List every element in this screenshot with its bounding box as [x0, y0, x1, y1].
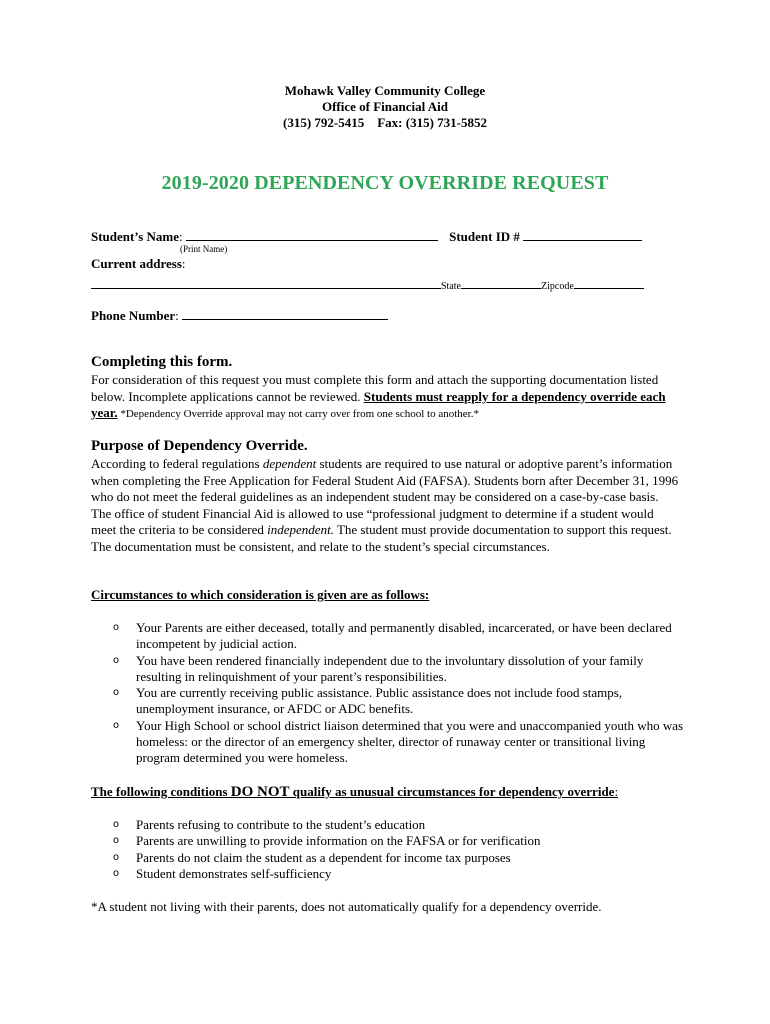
- purpose-text-3: The student must provide documentation to support this request. The documentation must be consistent, and relate to the student’s special circumstances.: [91, 522, 672, 554]
- independent-term: independent.: [267, 522, 334, 537]
- purpose-paragraph: [91, 456, 681, 555]
- student-id-field[interactable]: [523, 228, 642, 241]
- list-item: [91, 718, 691, 767]
- list-item-text: Student demonstrates self-sufficiency: [136, 865, 332, 881]
- contact-line: (315) 792-5415 Fax: (315) 731-5852: [283, 115, 487, 130]
- not-qualify-heading-a: The following conditions: [91, 784, 231, 799]
- bullet-icon: o: [113, 719, 120, 731]
- current-address-colon: :: [181, 256, 186, 271]
- phone-label: Phone Number: [91, 308, 176, 323]
- state-label: State: [441, 281, 461, 292]
- student-name-row: [91, 228, 642, 245]
- list-item-text: Parents are unwilling to provide information on the FAFSA or for verification: [136, 833, 541, 849]
- student-name-colon: :: [179, 229, 183, 244]
- do-not-emphasis: DO NOT: [230, 784, 290, 800]
- address-field[interactable]: [91, 276, 441, 289]
- bullet-icon: o: [113, 654, 120, 666]
- not-qualify-colon: :: [614, 784, 619, 799]
- print-name-hint: (Print Name): [180, 244, 228, 254]
- student-id-label: Student ID #: [449, 229, 520, 244]
- completing-paragraph: [91, 372, 666, 423]
- bullet-icon: o: [113, 867, 120, 879]
- override-note: *Dependency Override approval may not carry over from one school to another.*: [117, 408, 479, 420]
- list-item: [91, 620, 691, 653]
- list-item-text: Parents refusing to contribute to the student’s education: [136, 817, 426, 832]
- state-field[interactable]: [461, 276, 541, 289]
- college-name: Mohawk Valley Community College: [284, 83, 486, 98]
- bullet-icon: o: [113, 835, 120, 847]
- circumstances-heading: Circumstances to which consideration is given are as follows:: [91, 587, 430, 602]
- footnote: *A student not living with their parents, does not automatically qualify for a dependency override.: [91, 899, 602, 914]
- student-name-label: Student’s Name: [91, 229, 179, 244]
- list-item-text: Parents do not claim the student as a dependent for income tax purposes: [136, 849, 511, 865]
- list-item: [91, 817, 691, 833]
- completing-heading: Completing this form.: [91, 354, 233, 370]
- bullet-icon: o: [113, 622, 120, 633]
- college-header: [0, 83, 770, 131]
- purpose-text-1: According to federal regulations: [91, 456, 263, 471]
- zipcode-label: Zipcode: [541, 281, 574, 292]
- phone-field[interactable]: [182, 307, 388, 320]
- list-item-text: Your High School or school district liaison determined that you were and unaccompanied youth who was homeless: or the director of an emergency shelter, director of runaway center or transitional living program determined you were homeless.: [136, 717, 684, 766]
- not-qualify-heading-c: qualify as unusual circumstances for dependency override: [289, 784, 615, 799]
- dependent-term: dependent: [262, 456, 317, 471]
- reapply-emphasis: Students must reapply for a dependency override each year.: [91, 388, 666, 420]
- list-item: [91, 833, 691, 849]
- list-item: [91, 685, 691, 718]
- list-item-text: Your Parents are either deceased, totally and permanently disabled, incarcerated, or have been declared incompetent by judicial action.: [136, 620, 672, 652]
- completing-text: For consideration of this request you must complete this form and attach the supporting documentation listed below. Incomplete applications cannot be reviewed.: [91, 372, 659, 404]
- list-item: [91, 866, 691, 882]
- zipcode-field[interactable]: [574, 276, 644, 289]
- student-name-field[interactable]: [186, 228, 438, 241]
- office-name: Office of Financial Aid: [321, 99, 449, 114]
- circumstances-list: [91, 620, 691, 767]
- purpose-heading: Purpose of Dependency Override.: [91, 438, 308, 454]
- not-qualify-list: [91, 817, 691, 882]
- list-item-text: You are currently receiving public assistance. Public assistance does not include food stamps, unemployment insurance, or AFDC or ADC benefits.: [136, 685, 623, 717]
- not-qualify-heading: [91, 784, 618, 801]
- list-item-text: You have been rendered financially independent due to the involuntary dissolution of your family resulting in relinquishment of your parent’s responsibilities.: [136, 652, 644, 684]
- phone-row: [91, 307, 388, 324]
- bullet-icon: o: [113, 687, 120, 699]
- address-line-row: [91, 276, 644, 292]
- current-address-row: [91, 256, 186, 272]
- purpose-text-2: students are required to use natural or adoptive parent’s information when completing the Free Application for Federal Student Aid (FAFSA). Students born after December 31, 1996 who do not meet the federal guidelines as an independent student may be considered on a case-by-case basis. The office of student Financial Aid is allowed to use “professional judgment to determine if a student would meet the criteria to be considered: [91, 456, 679, 537]
- list-item: [91, 653, 691, 686]
- phone-colon: :: [175, 308, 179, 323]
- list-item: [91, 850, 691, 866]
- bullet-icon: o: [113, 851, 120, 863]
- page-title: 2019-2020 DEPENDENCY OVERRIDE REQUEST: [161, 172, 609, 194]
- current-address-label: Current address: [91, 256, 182, 271]
- bullet-icon: o: [113, 819, 120, 830]
